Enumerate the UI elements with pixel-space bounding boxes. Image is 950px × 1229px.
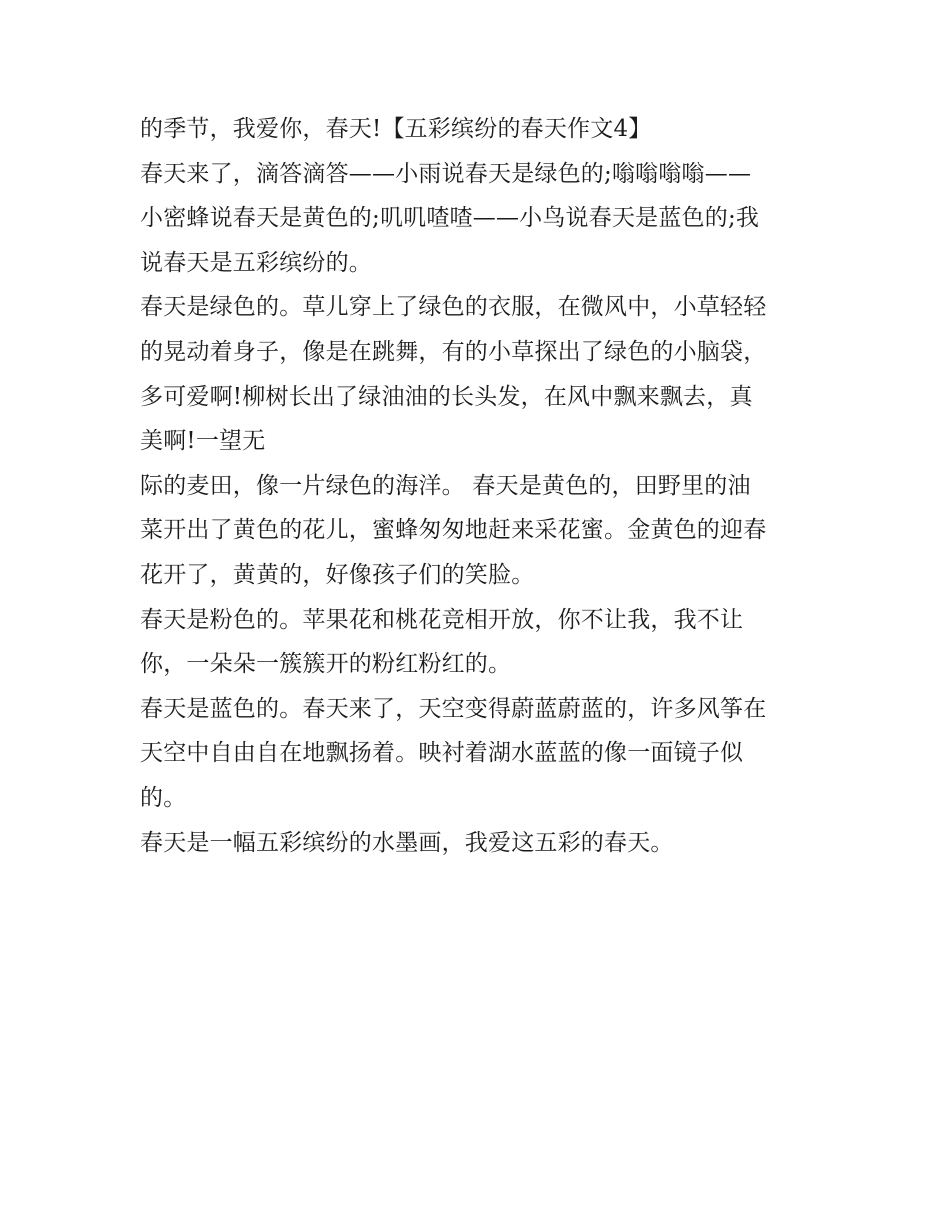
text-line: 多可爱啊!柳树长出了绿油油的长头发，在风中飘来飘去，真 [140,383,753,410]
text-line: 的。 [140,784,187,811]
text-line: 天空中自由自在地飘扬着。映衬着湖水蓝蓝的像一面镜子似 [140,740,744,767]
essay-body [140,107,820,865]
text-line: 春天是粉色的。苹果花和桃花竞相开放，你不让我，我不让 [140,606,744,633]
text-line: 的晃动着身子，像是在跳舞，有的小草探出了绿色的小脑袋， [140,338,767,365]
text-line: 春天是蓝色的。春天来了，天空变得蔚蓝蔚蓝的，许多风筝在 [140,695,767,722]
text-line: 春天是绿色的。草儿穿上了绿色的衣服，在微风中，小草轻轻 [140,294,767,321]
text-line: 春天是一幅五彩缤纷的水墨画，我爱这五彩的春天。 [140,829,674,856]
text-line: 美啊!一望无 [140,428,266,455]
text-line: 你，一朵朵一簇簇开的粉红粉红的。 [140,651,512,678]
text-line: 小密蜂说春天是黄色的;叽叽喳喳——小鸟说春天是蓝色的;我 [140,205,760,232]
text-line: 春天来了，滴答滴答——小雨说春天是绿色的;嗡嗡嗡嗡—— [140,160,752,187]
text-line: 花开了，黄黄的，好像孩子们的笑脸。 [140,561,535,588]
text-line: 的季节，我爱你，春天!【五彩缤纷的春天作文4】 [140,116,652,142]
text-line: 际的麦田，像一片绿色的海洋。 春天是黄色的，田野里的油 [140,472,751,499]
text-line: 说春天是五彩缤纷的。 [140,249,372,276]
text-line: 菜开出了黄色的花儿，蜜蜂匆匆地赶来采花蜜。金黄色的迎春 [140,517,767,544]
